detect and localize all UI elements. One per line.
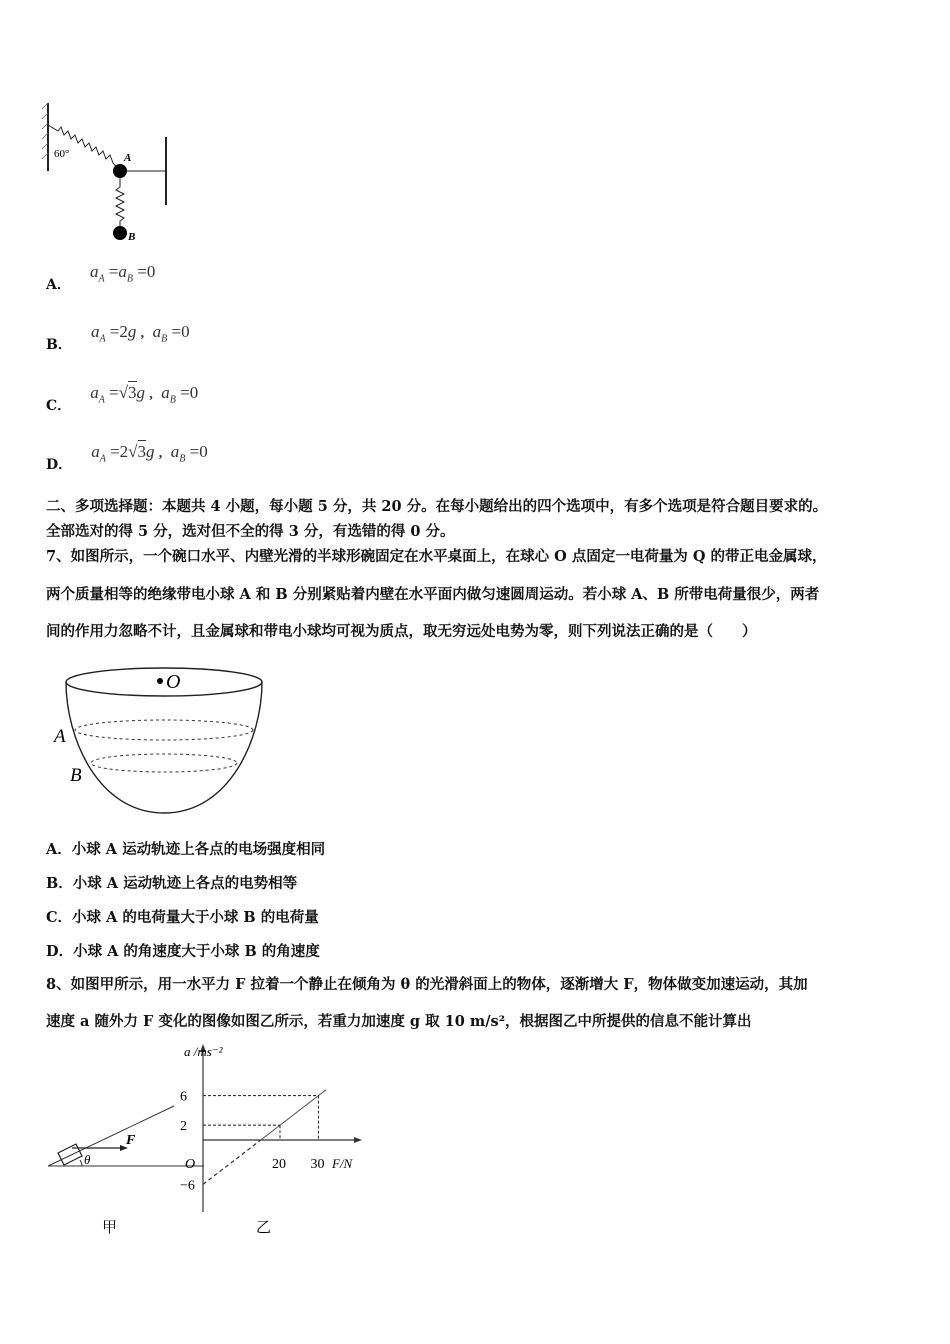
y-tick-label: 6 xyxy=(180,1089,187,1105)
q8-line1: 8、如图甲所示，用一水平力 F 拉着一个静止在倾角为 θ 的光滑斜面上的物体，逐渐增大 F，物体做变加速运动，其加 xyxy=(46,976,808,993)
option-label: C． xyxy=(46,398,72,414)
y-tick-label: −6 xyxy=(180,1178,195,1194)
x-tick-label: 20 xyxy=(272,1157,286,1172)
fig1-ball-a-label: A xyxy=(124,152,132,164)
incline-angle-label: θ xyxy=(84,1152,91,1167)
series-dashed-segment xyxy=(203,1140,261,1184)
y-tick-label: 2 xyxy=(180,1119,187,1135)
option-expression: $a_A =√3g$ , $a_B =0$ xyxy=(90,383,199,406)
q7-line3: 间的作用力忽略不计，且金属球和带电小球均可视为质点，取无穷远处电势为零，则下列说法正确的是（ ） xyxy=(46,623,757,640)
y-axis-label: a /ms⁻² xyxy=(184,1044,223,1059)
option-label: B． xyxy=(46,337,72,353)
option-label: A． xyxy=(46,277,71,293)
section2-line2: 全部选对的得 5 分，选对但不全的得 3 分，有选错的得 0 分。 xyxy=(46,523,455,540)
q6-option-a[interactable] xyxy=(46,262,156,293)
q7-option-c[interactable]: C．小球 A 的电荷量大于小球 B 的电荷量 xyxy=(46,909,319,926)
q6-option-c[interactable] xyxy=(46,383,199,414)
fig1-ball-b-label: B xyxy=(128,231,136,243)
a-f-chart xyxy=(160,1040,370,1240)
q7-option-b[interactable]: B．小球 A 运动轨迹上各点的电势相等 xyxy=(46,875,298,892)
option-expression: $a_A =2g$ , $a_B =0$ xyxy=(90,322,190,345)
q7-option-d[interactable]: D．小球 A 的角速度大于小球 B 的角速度 xyxy=(46,943,320,960)
spring-figure xyxy=(40,95,180,245)
figure-jia-caption: 甲 xyxy=(102,1220,118,1236)
section2-line1: 二、多项选择题：本题共 4 小题，每小题 5 分，共 20 分。在每小题给出的四个选项中，有多个选项是符合题目要求的。 xyxy=(46,498,828,515)
bowl-a-label: A xyxy=(54,726,66,747)
option-expression: $a_A =2√3g$ , $a_B =0$ xyxy=(91,442,208,465)
x-axis-label: F/N xyxy=(332,1156,353,1171)
bowl-b-label: B xyxy=(70,765,82,786)
option-label: D． xyxy=(46,457,73,473)
q7-option-a[interactable]: A．小球 A 运动轨迹上各点的电场强度相同 xyxy=(46,841,326,858)
chart-caption: 乙 xyxy=(256,1220,272,1236)
x-tick-label: 30 xyxy=(310,1157,325,1172)
x-axis-arrow xyxy=(354,1137,362,1143)
q6-option-d[interactable] xyxy=(46,442,208,473)
bowl-center-label: O xyxy=(166,671,181,693)
origin-label: O xyxy=(185,1157,196,1172)
option-expression: $a_A =a_B =0$ xyxy=(89,262,156,285)
q7-line2: 两个质量相等的绝缘带电小球 A 和 B 分别紧贴着内壁在水平面内做匀速圆周运动。若小球 A、B 所带电荷量很少，两者 xyxy=(46,586,820,603)
q6-option-b[interactable] xyxy=(46,322,190,353)
force-label: F xyxy=(126,1133,136,1148)
q8-line2: 速度 a 随外力 F 变化的图像如图乙所示，若重力加速度 g 取 10 m/s²，根据图乙中所提供的信息不能计算出 xyxy=(46,1013,752,1030)
q7-line1: 7、如图所示，一个碗口水平、内壁光滑的半球形碗固定在水平桌面上，在球心 O 点固定一电荷量为 Q 的带正电金属球， xyxy=(46,548,827,565)
series-solid-segment xyxy=(261,1090,326,1140)
fig1-angle-label: 60° xyxy=(54,148,70,160)
bowl-figure xyxy=(48,658,278,828)
